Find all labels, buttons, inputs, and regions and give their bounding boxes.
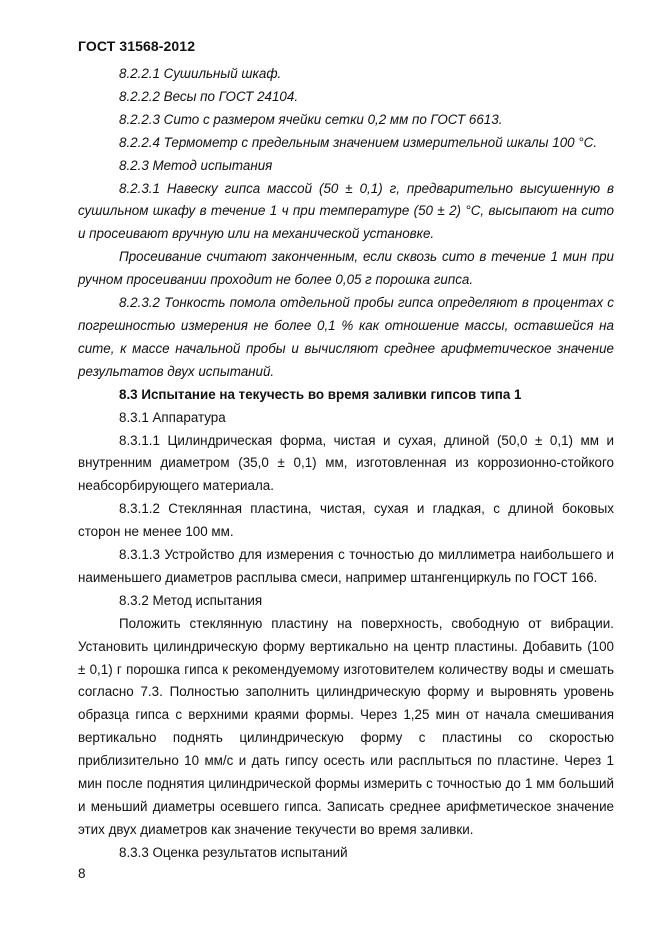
document-header: ГОСТ 31568-2012 (78, 38, 196, 54)
paragraph-8-3-1-3: 8.3.1.3 Устройство для измерения с точностью до миллиметра наибольшего и наименьшего диаметров расплыва смеси, например штангенциркуль по ГОСТ 166. (78, 547, 614, 585)
paragraph-8-2-3: 8.2.3 Метод испытания (119, 157, 273, 173)
paragraph-8-3-1-2: 8.3.1.2 Стеклянная пластина, чистая, сухая и гладкая, с длиной боковых сторон не менее 100 мм. (78, 501, 614, 540)
paragraph-8-3-3: 8.3.3 Оценка результатов испытаний (119, 844, 348, 860)
paragraph-8-2-2-1: 8.2.2.1 Сушильный шкаф. (119, 66, 282, 81)
paragraph-8-3-1-1: 8.3.1.1 Цилиндрическая форма, чистая и сухая, длиной (50,0 ± 0,1) мм и внутренним диаметром (35,0 ± 0,1) мм, изготовленная из коррозионно-стойкого неабсорбирующего материала. (78, 432, 614, 494)
paragraph-8-2-3-1: 8.2.3.1 Навеску гипса массой (50 ± 0,1) г, предварительно высушенную в сушильном шкафу в течение 1 ч при температуре (50 ± 2) °С, высыпают на сито и просеивают вручную или на механической установке. (78, 180, 614, 242)
page-number: 8 (78, 866, 86, 881)
paragraph-8-2-2-4: 8.2.2.4 Термометр с предельным значением измерительной шкалы 100 °С. (119, 134, 598, 150)
paragraph-8-3-1: 8.3.1 Аппаратура (119, 409, 226, 425)
paragraph-test-procedure: Положить стеклянную пластину на поверхность, свободную от вибрации. Установить цилиндрическую форму вертикально на центр пластины. Добавить (100 ± 0,1) г порошка гипса к рекомендуемому изготовителем количеству воды и смешать согласно 7.3. Полностью заполнить цилиндрическую форму и выровнять уровень образца гипса с верхними краями формы. Через 1,25 мин от начала смешивания вертикально поднять цилиндрическую форму с пластины со скоростью приблизительно 10 мм/с и дать гипсу осесть или расплыться по пластине. Через 1 мин после поднятия цилиндрической формы измерить с точностью до 1 мм больший и меньший диаметры осевшего гипса. Записать среднее арифметическое значение этих двух диаметров как значение текучести во время заливки. (78, 615, 614, 837)
paragraph-8-2-2-3: 8.2.2.3 Сито с размером ячейки сетки 0,2 мм по ГОСТ 6613. (119, 111, 503, 127)
document-body (78, 63, 614, 865)
paragraph-8-3-2: 8.3.2 Метод испытания (119, 592, 263, 608)
paragraph-8-2-3-2: 8.2.3.2 Тонкость помола отдельной пробы гипса определяют в процентах с погрешностью измерения не более 0,1 % как отношение массы, оставшейся на сите, к массе начальной пробы и вычисляют среднее арифметическое значение результатов двух испытаний. (78, 295, 614, 379)
section-heading-8-3: 8.3 Испытание на текучесть во время заливки гипсов типа 1 (119, 386, 522, 402)
paragraph-sieving-note: Просеивание считают законченным, если сквозь сито в течение 1 мин при ручном просеивании проходит не более 0,05 г порошка гипса. (78, 249, 614, 288)
paragraph-8-2-2-2: 8.2.2.2 Весы по ГОСТ 24104. (119, 88, 299, 104)
